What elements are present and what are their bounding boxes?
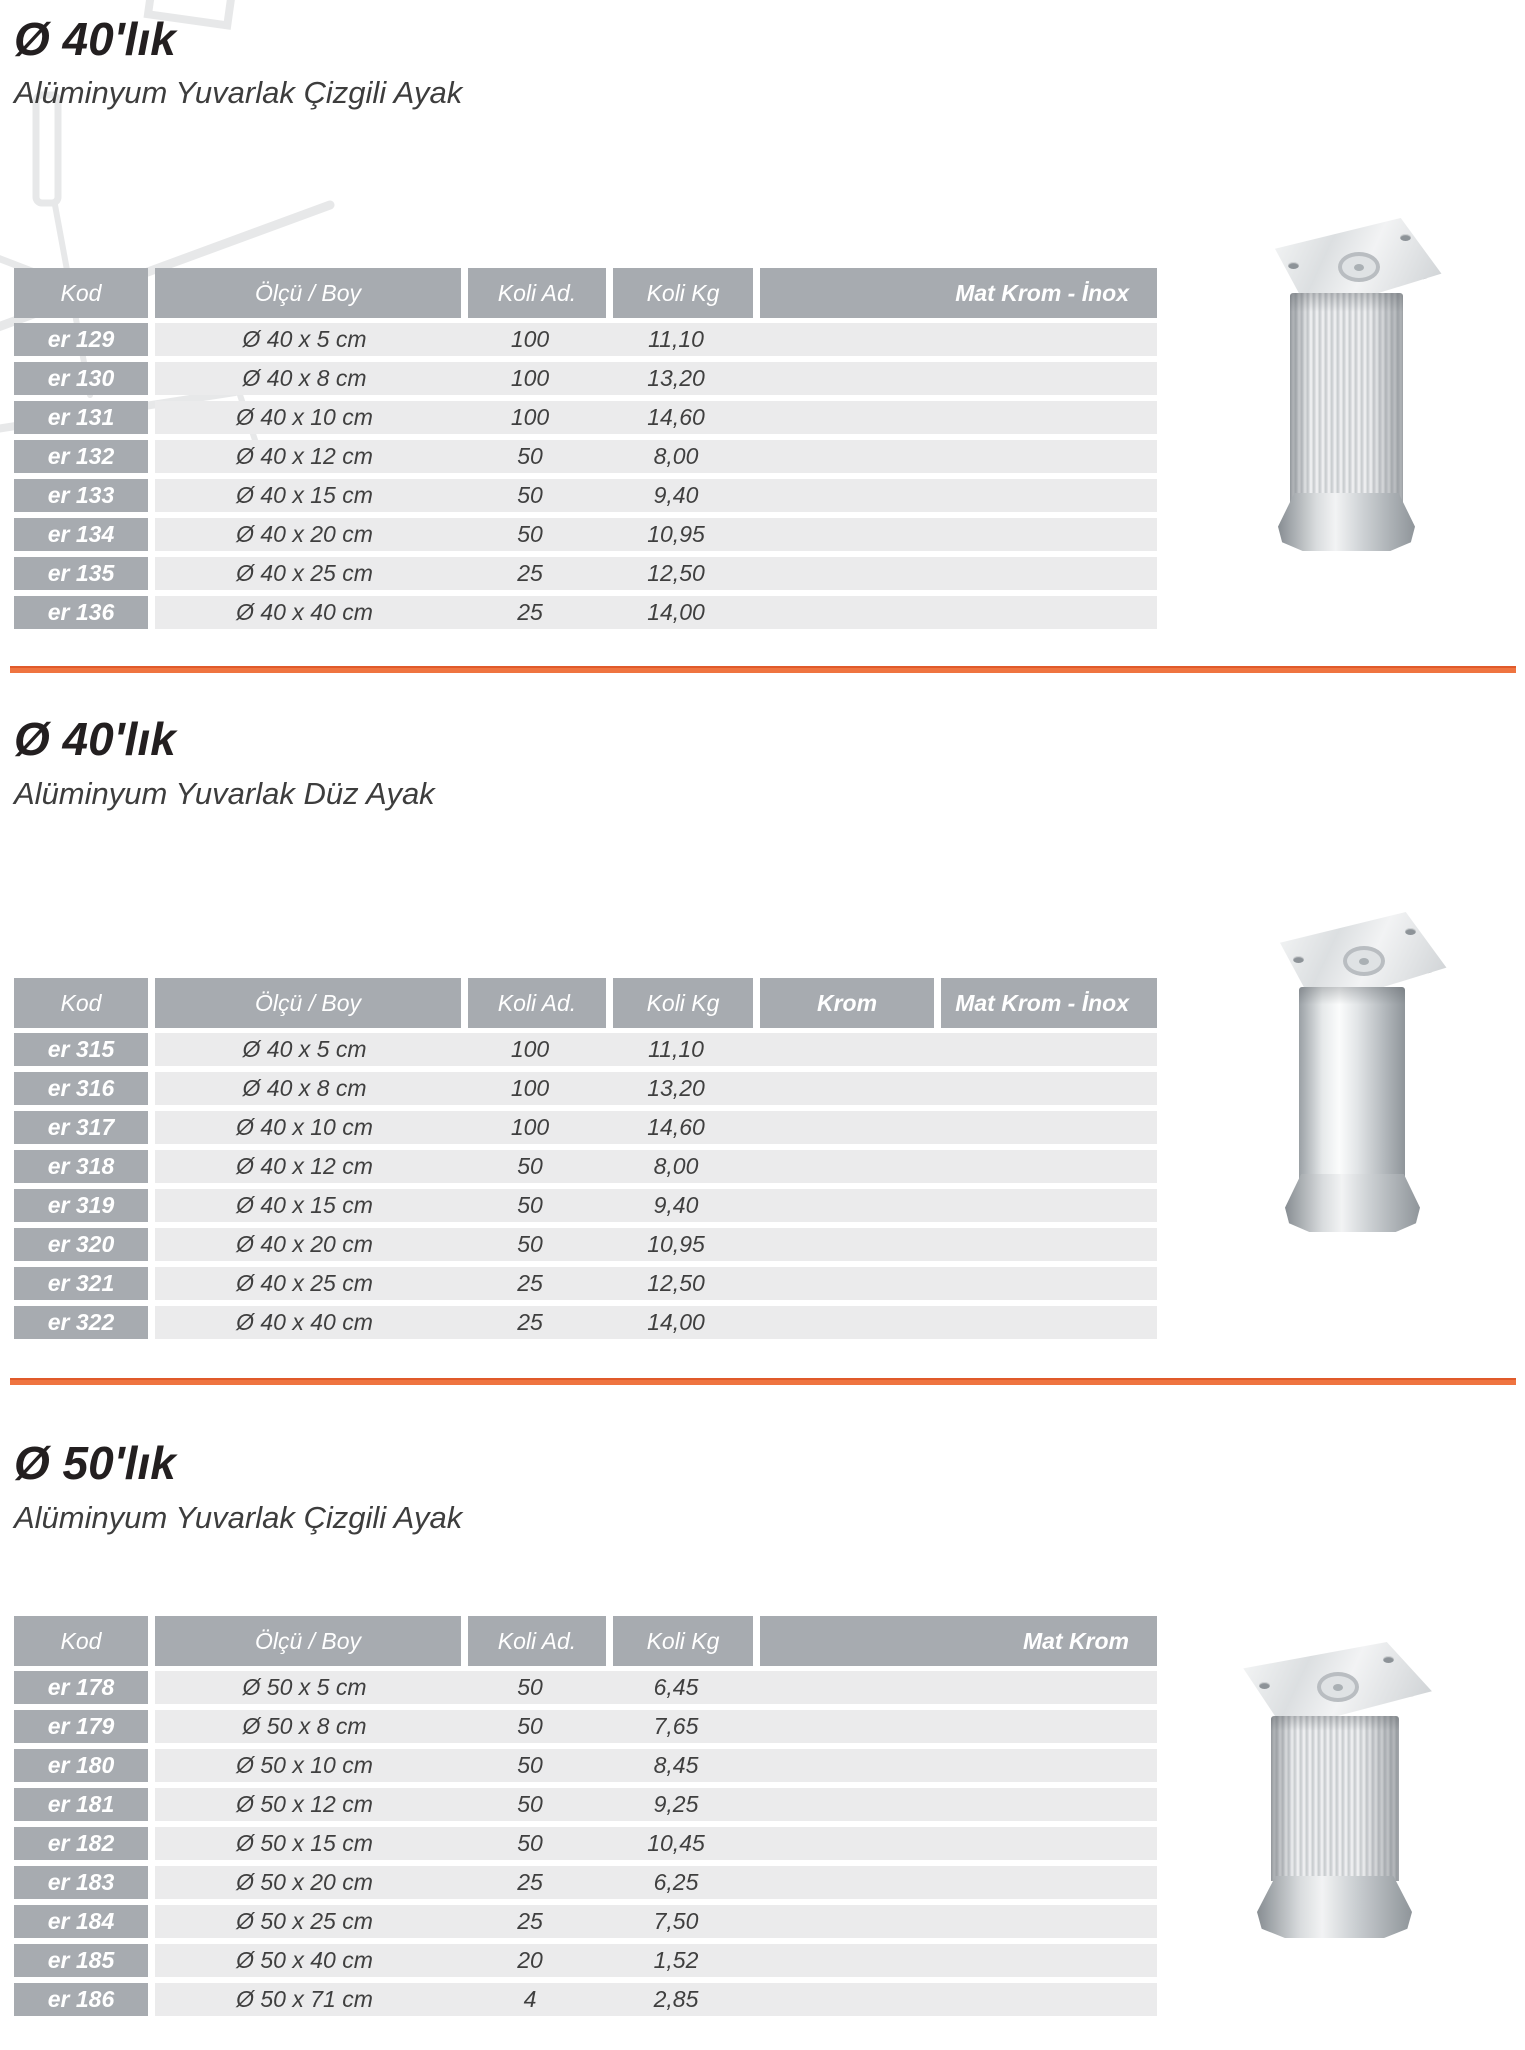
olcu-cell: Ø 40 x 15 cm: [236, 1192, 373, 1218]
row-values-band: [155, 479, 1157, 512]
finish-cell: [753, 1866, 1157, 1899]
kod-cell: er 320: [14, 1228, 148, 1261]
table-row: [14, 1306, 1157, 1339]
table-row: [14, 596, 1157, 629]
leg-base-cup: [1285, 1174, 1420, 1232]
row-values-band: [155, 557, 1157, 590]
kod-cell: er 321: [14, 1267, 148, 1300]
koli_kg-cell: 1,52: [653, 1947, 699, 1973]
kod-cell: er 318: [14, 1150, 148, 1183]
table-row: [14, 1228, 1157, 1261]
finish-cell: [753, 1749, 1157, 1782]
column-header-finish: Mat Krom: [760, 1616, 1157, 1666]
table-row: [14, 440, 1157, 473]
leg-base-cup: [1278, 493, 1415, 551]
kod-cell: er 132: [14, 440, 148, 473]
section-title: Ø 50'lık: [14, 1437, 176, 1489]
koli_ad-cell: 50: [517, 1791, 543, 1817]
column-header-kod: Kod: [14, 978, 148, 1028]
kod-cell: er 322: [14, 1306, 148, 1339]
table-row: [14, 401, 1157, 434]
smooth-round-leg-image: [1255, 892, 1455, 1252]
koli_kg-cell: 6,25: [653, 1869, 699, 1895]
finish-cell: [753, 1671, 1157, 1704]
olcu-cell: Ø 40 x 25 cm: [236, 560, 373, 586]
finish-cell: [753, 1788, 1157, 1821]
screw-hole-icon: [1400, 234, 1411, 241]
section-divider: [10, 1378, 1516, 1385]
row-values-band: [155, 1983, 1157, 2016]
finish-cell: [753, 1827, 1157, 1860]
koli_kg-cell: 14,00: [647, 599, 705, 625]
table-row: [14, 1111, 1157, 1144]
krom-cell: [753, 1189, 927, 1222]
section-title: Ø 40'lık: [14, 13, 176, 65]
column-header-kod: Kod: [14, 268, 148, 318]
table-row: [14, 1150, 1157, 1183]
krom-cell: [753, 1267, 927, 1300]
olcu-cell: Ø 40 x 5 cm: [242, 326, 367, 352]
koli_ad-cell: 50: [517, 1153, 543, 1179]
finish-cell: [753, 1710, 1157, 1743]
section-divider: [10, 666, 1516, 673]
plate-hub-icon: [1338, 252, 1380, 282]
finish-cell: [753, 518, 1157, 551]
finish-cell: [753, 1905, 1157, 1938]
olcu-cell: Ø 40 x 8 cm: [242, 1075, 367, 1101]
column-header-finish: Mat Krom - İnox: [941, 978, 1157, 1028]
row-values-band: [155, 1671, 1157, 1704]
koli_ad-cell: 50: [517, 1752, 543, 1778]
olcu-cell: Ø 40 x 5 cm: [242, 1036, 367, 1062]
screw-hole-icon: [1405, 928, 1416, 935]
koli_ad-cell: 100: [510, 404, 550, 430]
table-header-row: [14, 268, 1157, 318]
row-values-band: [155, 1710, 1157, 1743]
kod-cell: er 315: [14, 1033, 148, 1066]
table-row: [14, 1749, 1157, 1782]
table-header-row: [14, 1616, 1157, 1666]
table-row: [14, 1944, 1157, 1977]
column-header-krom: Krom: [760, 978, 934, 1028]
olcu-cell: Ø 40 x 12 cm: [236, 1153, 373, 1179]
table-row: [14, 1905, 1157, 1938]
finish-cell: [753, 362, 1157, 395]
koli_kg-cell: 13,20: [647, 1075, 705, 1101]
row-values-band: [155, 596, 1157, 629]
koli_kg-cell: 13,20: [647, 365, 705, 391]
column-header-olcu: Ölçü / Boy: [155, 268, 461, 318]
table-row: [14, 479, 1157, 512]
koli_kg-cell: 6,45: [653, 1674, 699, 1700]
olcu-cell: Ø 50 x 25 cm: [236, 1908, 373, 1934]
table-row: [14, 518, 1157, 551]
olcu-cell: Ø 50 x 8 cm: [242, 1713, 367, 1739]
column-header-kod: Kod: [14, 1616, 148, 1666]
krom-cell: [753, 1111, 927, 1144]
kod-cell: er 131: [14, 401, 148, 434]
krom-cell: [753, 1150, 927, 1183]
kod-cell: er 129: [14, 323, 148, 356]
krom-cell: [753, 1306, 927, 1339]
row-values-band: [155, 1033, 1157, 1066]
koli_ad-cell: 100: [510, 1114, 550, 1140]
koli_kg-cell: 12,50: [647, 560, 705, 586]
koli_ad-cell: 100: [510, 326, 550, 352]
koli_kg-cell: 8,00: [653, 1153, 699, 1179]
koli_ad-cell: 100: [510, 1036, 550, 1062]
koli_ad-cell: 50: [517, 1231, 543, 1257]
koli_kg-cell: 12,50: [647, 1270, 705, 1296]
koli_kg-cell: 7,50: [653, 1908, 699, 1934]
olcu-cell: Ø 40 x 40 cm: [236, 599, 373, 625]
olcu-cell: Ø 40 x 25 cm: [236, 1270, 373, 1296]
koli_ad-cell: 20: [517, 1947, 543, 1973]
olcu-cell: Ø 50 x 71 cm: [236, 1986, 373, 2012]
table-header-row: [14, 978, 1157, 1028]
kod-cell: er 182: [14, 1827, 148, 1860]
column-header-koli_kg: Koli Kg: [613, 268, 753, 318]
kod-cell: er 184: [14, 1905, 148, 1938]
screw-hole-icon: [1293, 956, 1304, 963]
section-subtitle: Alüminyum Yuvarlak Çizgili Ayak: [14, 1500, 463, 1535]
screw-hole-icon: [1427, 972, 1438, 979]
kod-cell: er 183: [14, 1866, 148, 1899]
olcu-cell: Ø 40 x 10 cm: [236, 404, 373, 430]
kod-cell: er 317: [14, 1111, 148, 1144]
finish-cell: [753, 401, 1157, 434]
krom-cell: [753, 1228, 927, 1261]
kod-cell: er 130: [14, 362, 148, 395]
olcu-cell: Ø 40 x 12 cm: [236, 443, 373, 469]
table-row: [14, 323, 1157, 356]
row-values-band: [155, 1944, 1157, 1977]
row-values-band: [155, 1788, 1157, 1821]
row-values-band: [155, 1072, 1157, 1105]
koli_kg-cell: 2,85: [653, 1986, 699, 2012]
kod-cell: er 181: [14, 1788, 148, 1821]
leg-shaft: [1299, 987, 1405, 1182]
koli_kg-cell: 9,40: [653, 1192, 699, 1218]
row-values-band: [155, 1827, 1157, 1860]
row-values-band: [155, 1905, 1157, 1938]
olcu-cell: Ø 50 x 12 cm: [236, 1791, 373, 1817]
row-values-band: [155, 401, 1157, 434]
koli_ad-cell: 25: [517, 599, 543, 625]
olcu-cell: Ø 50 x 15 cm: [236, 1830, 373, 1856]
kod-cell: er 316: [14, 1072, 148, 1105]
table-row: [14, 1827, 1157, 1860]
screw-hole-icon: [1288, 262, 1299, 269]
koli_kg-cell: 11,10: [648, 326, 704, 352]
koli_ad-cell: 50: [517, 482, 543, 508]
plate-hub-icon: [1343, 946, 1385, 976]
olcu-cell: Ø 40 x 20 cm: [236, 521, 373, 547]
finish-cell: [934, 1189, 1157, 1222]
krom-cell: [753, 1033, 927, 1066]
row-values-band: [155, 440, 1157, 473]
table-row: [14, 1671, 1157, 1704]
koli_kg-cell: 14,60: [647, 404, 705, 430]
column-header-koli_ad: Koli Ad.: [468, 1616, 606, 1666]
column-header-olcu: Ölçü / Boy: [155, 1616, 461, 1666]
fluted-round-leg-image: [1250, 198, 1450, 568]
row-values-band: [155, 1749, 1157, 1782]
table-row: [14, 557, 1157, 590]
koli_ad-cell: 4: [523, 1986, 537, 2012]
column-header-koli_kg: Koli Kg: [613, 1616, 753, 1666]
screw-hole-icon: [1383, 1656, 1394, 1663]
koli_kg-cell: 10,95: [647, 521, 705, 547]
koli_ad-cell: 25: [517, 1908, 543, 1934]
olcu-cell: Ø 40 x 8 cm: [242, 365, 367, 391]
olcu-cell: Ø 40 x 20 cm: [236, 1231, 373, 1257]
column-header-koli_kg: Koli Kg: [613, 978, 753, 1028]
krom-cell: [753, 1072, 927, 1105]
table-row: [14, 1866, 1157, 1899]
column-header-olcu: Ölçü / Boy: [155, 978, 461, 1028]
finish-cell: [934, 1306, 1157, 1339]
koli_kg-cell: 11,10: [648, 1036, 704, 1062]
olcu-cell: Ø 50 x 10 cm: [236, 1752, 373, 1778]
finish-cell: [753, 479, 1157, 512]
olcu-cell: Ø 40 x 15 cm: [236, 482, 373, 508]
plate-hub-icon: [1317, 1672, 1359, 1702]
product-table: [14, 1616, 1157, 2022]
koli_kg-cell: 10,95: [647, 1231, 705, 1257]
koli_ad-cell: 50: [517, 1674, 543, 1700]
row-values-band: [155, 1267, 1157, 1300]
kod-cell: er 185: [14, 1944, 148, 1977]
section-subtitle: Alüminyum Yuvarlak Düz Ayak: [14, 776, 435, 811]
koli_ad-cell: 25: [517, 1270, 543, 1296]
row-values-band: [155, 1306, 1157, 1339]
kod-cell: er 186: [14, 1983, 148, 2016]
kod-cell: er 136: [14, 596, 148, 629]
finish-cell: [753, 323, 1157, 356]
koli_kg-cell: 9,25: [653, 1791, 699, 1817]
table-row: [14, 1189, 1157, 1222]
koli_ad-cell: 25: [517, 560, 543, 586]
table-row: [14, 1788, 1157, 1821]
olcu-cell: Ø 50 x 20 cm: [236, 1869, 373, 1895]
kod-cell: er 135: [14, 557, 148, 590]
table-row: [14, 1267, 1157, 1300]
leg-shaft: [1290, 293, 1403, 503]
leg-base-cup: [1257, 1876, 1412, 1938]
koli_kg-cell: 8,00: [653, 443, 699, 469]
koli_ad-cell: 50: [517, 1830, 543, 1856]
product-table: [14, 978, 1157, 1345]
koli_ad-cell: 100: [510, 1075, 550, 1101]
kod-cell: er 319: [14, 1189, 148, 1222]
table-row: [14, 1710, 1157, 1743]
koli_ad-cell: 100: [510, 365, 550, 391]
screw-hole-icon: [1422, 278, 1433, 285]
row-values-band: [155, 1111, 1157, 1144]
finish-cell: [934, 1033, 1157, 1066]
column-header-koli_ad: Koli Ad.: [468, 978, 606, 1028]
fluted-round-leg-large-image: [1225, 1628, 1445, 1958]
koli_kg-cell: 8,45: [653, 1752, 699, 1778]
section-subtitle: Alüminyum Yuvarlak Çizgili Ayak: [14, 75, 463, 110]
screw-hole-icon: [1409, 1696, 1420, 1703]
koli_kg-cell: 9,40: [653, 482, 699, 508]
row-values-band: [155, 518, 1157, 551]
koli_kg-cell: 10,45: [647, 1830, 705, 1856]
row-values-band: [155, 1228, 1157, 1261]
finish-cell: [753, 1983, 1157, 2016]
finish-cell: [934, 1150, 1157, 1183]
koli_kg-cell: 14,00: [647, 1309, 705, 1335]
row-values-band: [155, 1150, 1157, 1183]
finish-cell: [753, 440, 1157, 473]
koli_ad-cell: 25: [517, 1309, 543, 1335]
table-row: [14, 1072, 1157, 1105]
leg-shaft: [1271, 1716, 1399, 1881]
table-row: [14, 1033, 1157, 1066]
kod-cell: er 179: [14, 1710, 148, 1743]
kod-cell: er 180: [14, 1749, 148, 1782]
finish-cell: [934, 1267, 1157, 1300]
kod-cell: er 178: [14, 1671, 148, 1704]
finish-cell: [753, 557, 1157, 590]
column-header-koli_ad: Koli Ad.: [468, 268, 606, 318]
koli_ad-cell: 50: [517, 521, 543, 547]
kod-cell: er 134: [14, 518, 148, 551]
koli_ad-cell: 50: [517, 1713, 543, 1739]
product-table: [14, 268, 1157, 635]
finish-cell: [934, 1072, 1157, 1105]
koli_ad-cell: 50: [517, 1192, 543, 1218]
finish-cell: [934, 1111, 1157, 1144]
finish-cell: [753, 596, 1157, 629]
screw-hole-icon: [1259, 1682, 1270, 1689]
column-header-finish: Mat Krom - İnox: [760, 268, 1157, 318]
finish-cell: [934, 1228, 1157, 1261]
row-values-band: [155, 362, 1157, 395]
koli_kg-cell: 14,60: [647, 1114, 705, 1140]
row-values-band: [155, 1189, 1157, 1222]
row-values-band: [155, 323, 1157, 356]
table-row: [14, 1983, 1157, 2016]
olcu-cell: Ø 50 x 40 cm: [236, 1947, 373, 1973]
section-title: Ø 40'lık: [14, 713, 176, 765]
row-values-band: [155, 1866, 1157, 1899]
koli_ad-cell: 50: [517, 443, 543, 469]
koli_ad-cell: 25: [517, 1869, 543, 1895]
olcu-cell: Ø 40 x 10 cm: [236, 1114, 373, 1140]
finish-cell: [753, 1944, 1157, 1977]
kod-cell: er 133: [14, 479, 148, 512]
koli_kg-cell: 7,65: [653, 1713, 699, 1739]
olcu-cell: Ø 40 x 40 cm: [236, 1309, 373, 1335]
olcu-cell: Ø 50 x 5 cm: [242, 1674, 367, 1700]
table-row: [14, 362, 1157, 395]
